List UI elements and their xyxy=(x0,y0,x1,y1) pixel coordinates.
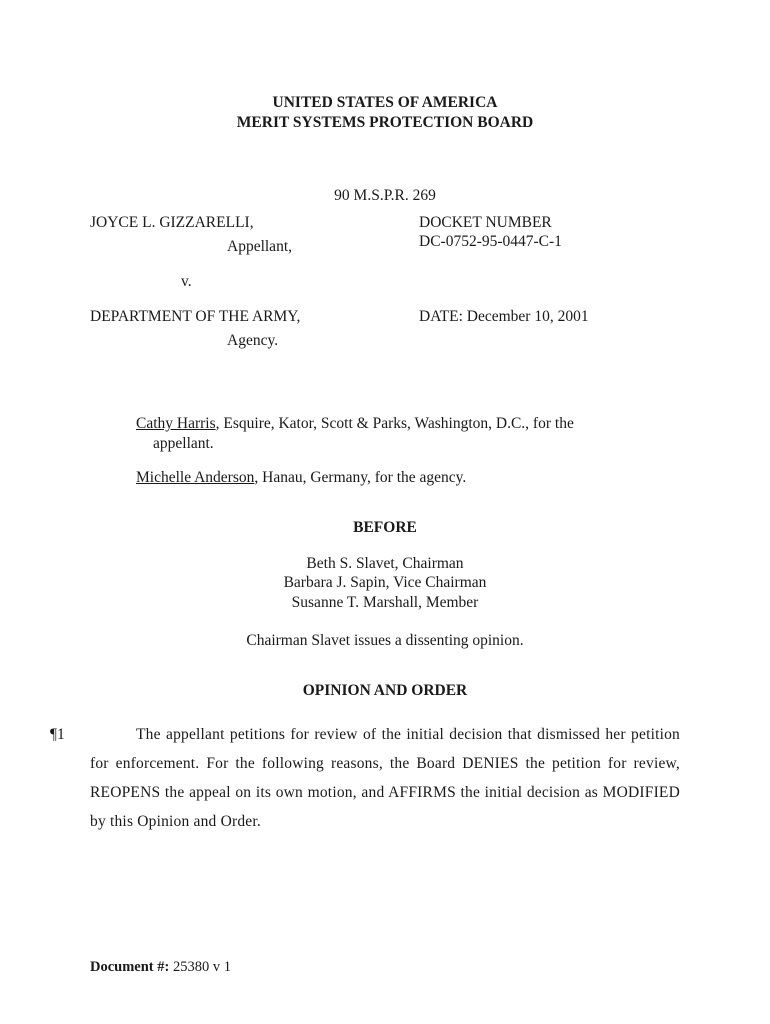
appellant-counsel-continuation: appellant. xyxy=(153,435,214,452)
appellant-role: Appellant, xyxy=(227,238,292,255)
docket-number: DC-0752-95-0447-C-1 xyxy=(419,233,562,250)
agency-name: DEPARTMENT OF THE ARMY, xyxy=(90,308,301,325)
agency-role: Agency. xyxy=(227,332,279,349)
court-name-line2: MERIT SYSTEMS PROTECTION BOARD xyxy=(236,114,534,131)
paragraph-marker: ¶1 xyxy=(50,726,65,743)
docket-label: DOCKET NUMBER xyxy=(419,214,552,231)
opinion-paragraph-1: The appellant petitions for review of the initial decision that dismissed her petition for enforcement. For the following reasons, the Board DENIES the petition for review, REOPENS the appeal on its own motion, and AFFIRMS the initial decision as MODIFIED by this Opinion and Order. xyxy=(90,726,680,830)
dissent-note: Chairman Slavet issues a dissenting opinion. xyxy=(246,632,524,649)
agency-counsel xyxy=(136,469,466,487)
appellant-counsel xyxy=(136,415,574,433)
board-member-2: Barbara J. Sapin, Vice Chairman xyxy=(283,574,487,591)
before-heading: BEFORE xyxy=(353,519,417,536)
agency-counsel-details: , Hanau, Germany, for the agency. xyxy=(254,469,467,486)
opinion-heading: OPINION AND ORDER xyxy=(302,682,468,699)
decision-date: DATE: December 10, 2001 xyxy=(419,308,589,325)
appellant-counsel-name: Cathy Harris xyxy=(136,415,216,432)
document-number-label: Document #: xyxy=(90,959,170,975)
reporter-citation: 90 M.S.P.R. 269 xyxy=(334,187,436,204)
document-footer xyxy=(90,959,231,976)
document-number-value: 25380 v 1 xyxy=(172,959,231,975)
appellant-counsel-details: , Esquire, Kator, Scott & Parks, Washington, D.C., for the xyxy=(215,415,574,432)
agency-counsel-name: Michelle Anderson xyxy=(136,469,255,486)
board-member-1: Beth S. Slavet, Chairman xyxy=(306,555,464,572)
court-name-line1: UNITED STATES OF AMERICA xyxy=(272,94,498,111)
appellant-name: JOYCE L. GIZZARELLI, xyxy=(90,214,254,231)
versus: v. xyxy=(181,273,192,290)
board-member-3: Susanne T. Marshall, Member xyxy=(291,594,479,611)
